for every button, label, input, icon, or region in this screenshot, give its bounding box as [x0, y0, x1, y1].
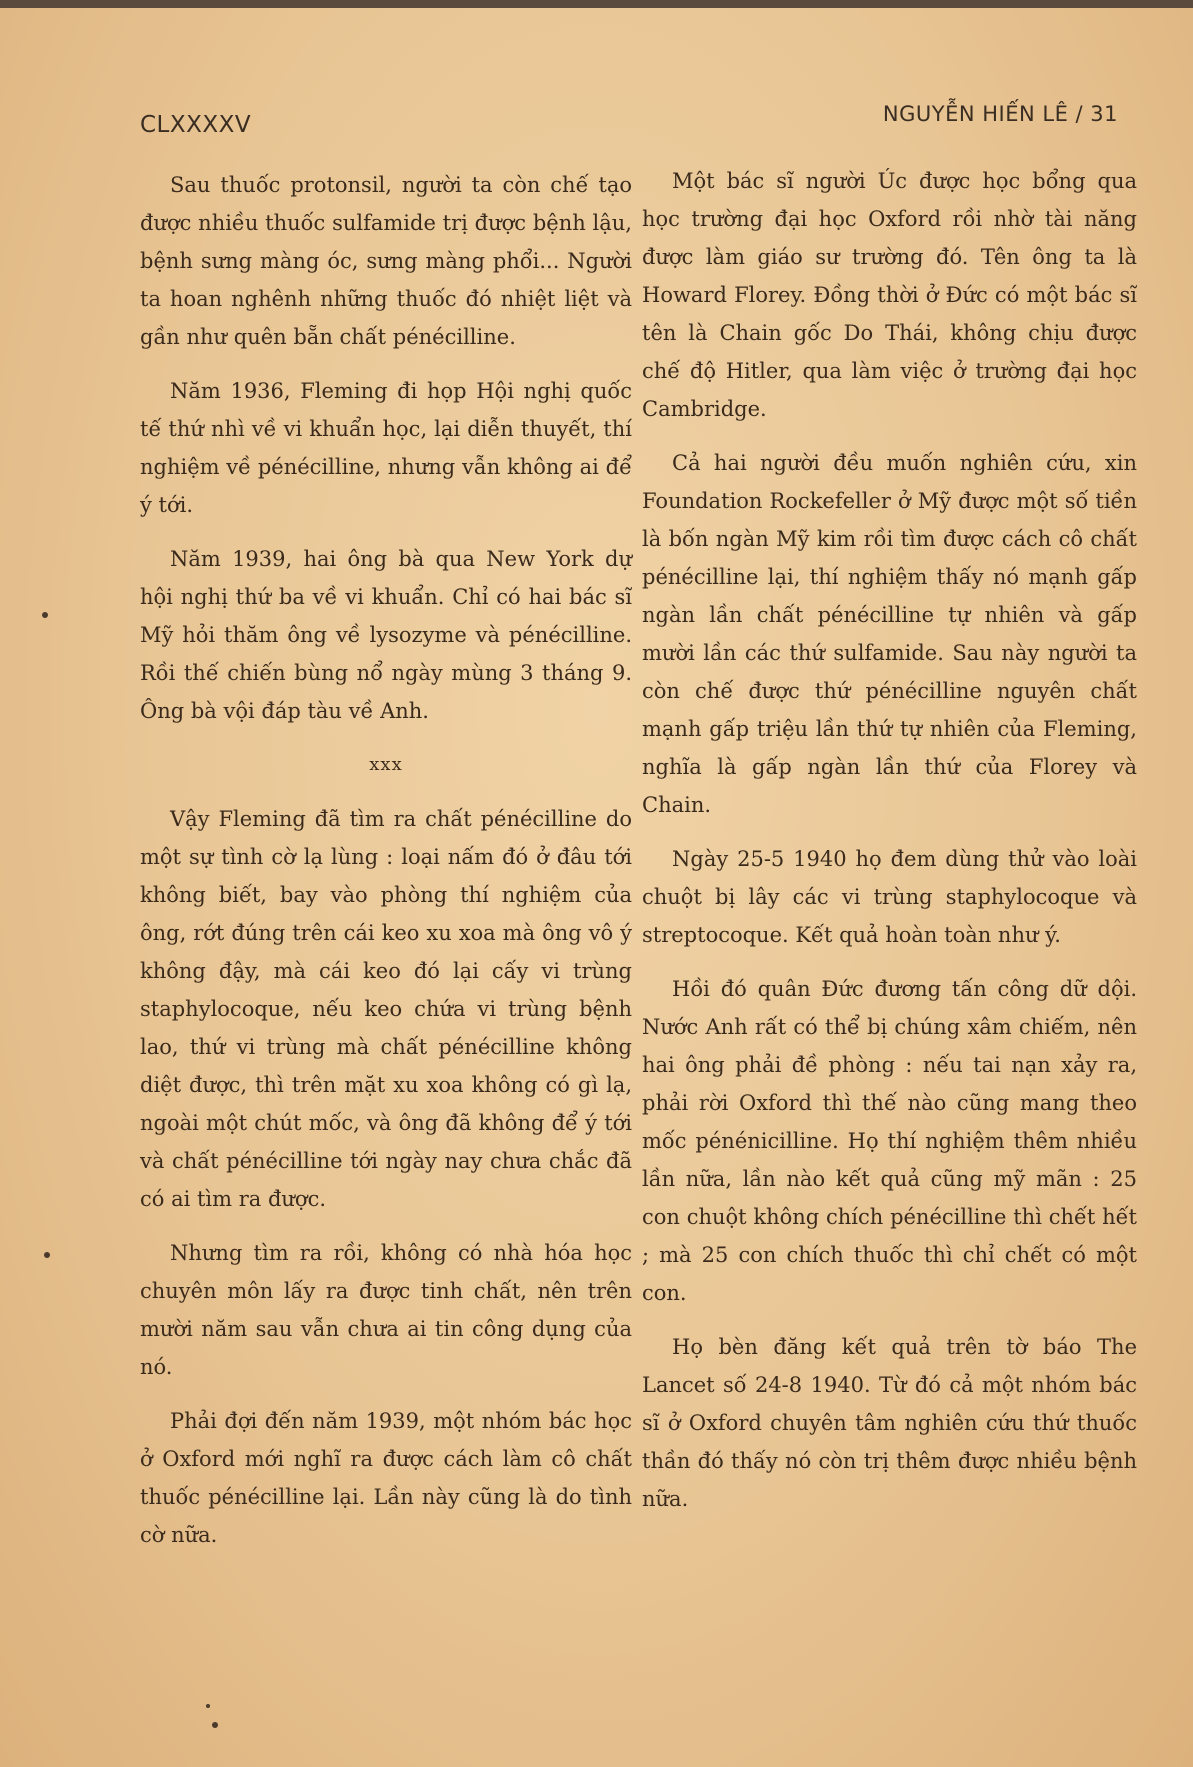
ink-speck — [44, 1252, 50, 1258]
ink-speck — [206, 1704, 210, 1708]
paragraph: Một bác sĩ người Úc được học bổng qua học trường đại học Oxford rồi nhờ tài năng được làm giáo sư trường đó. Tên ông ta là Howard Florey. Đồng thời ở Đức có một bác sĩ tên là Chain gốc Do Thái, không chịu được chế độ Hitler, qua làm việc ở trường đại học Cambridge. — [642, 169, 1137, 421]
paragraph: Cả hai người đều muốn nghiên cứu, xin Foundation Rockefeller ở Mỹ được một số tiền là bốn ngàn Mỹ kim rồi tìm được cách cô chất pénécilline lại, thí nghiệm thấy nó mạnh gấp ngàn lần chất pénécilline tự nhiên và gấp mười lần các thứ sulfamide. Sau này người ta còn chế được thứ pénécilline nguyên chất mạnh gấp triệu lần thứ tự nhiên của Fleming, nghĩa là gấp ngàn lần thứ của Florey và Chain. — [642, 451, 1137, 817]
right-column — [642, 162, 1137, 1534]
paragraph: Nhưng tìm ra rồi, không có nhà hóa học chuyên môn lấy ra được tinh chất, nên trên mười năm sau vẫn chưa ai tin công dụng của nó. — [140, 1241, 632, 1379]
page-header-author-page: NGUYỄN HIẾN LÊ / 31 — [882, 102, 1118, 126]
paragraph: Năm 1939, hai ông bà qua New York dự hội nghị thứ ba về vi khuẩn. Chỉ có hai bác sĩ Mỹ hỏi thăm ông về lysozyme và pénécilline. Rồi thế chiến bùng nổ ngày mùng 3 tháng 9. Ông bà vội đáp tàu về Anh. — [140, 547, 632, 723]
paragraph: Vậy Fleming đã tìm ra chất pénécilline do một sự tình cờ lạ lùng : loại nấm đó ở đâu tới không biết, bay vào phòng thí nghiệm của ông, rớt đúng trên cái keo xu xoa mà ông vô ý không đậy, mà cái keo đó lại cấy vi trùng staphylocoque, nếu keo chứa vi trùng bệnh lao, thứ vi trùng mà chất pénécilline không diệt được, thì trên mặt xu xoa không có gì lạ, ngoài một chút mốc, và ông đã không để ý tới và chất pénécilline tới ngày nay chưa chắc đã có ai tìm ra được. — [140, 807, 632, 1211]
paragraph: Sau thuốc protonsil, người ta còn chế tạo được nhiều thuốc sulfamide trị được bệnh lậu, bệnh sưng màng óc, sưng màng phổi... Người ta hoan nghênh những thuốc đó nhiệt liệt và gần như quên bẵn chất pénécilline. — [140, 173, 632, 349]
left-column — [140, 166, 632, 1570]
paragraph: Phải đợi đến năm 1939, một nhóm bác học ở Oxford mới nghĩ ra được cách làm cô chất thuốc pénécilline lại. Lần này cũng là do tình cờ nữa. — [140, 1409, 632, 1547]
top-border — [0, 0, 1193, 8]
paragraph: Họ bèn đăng kết quả trên tờ báo The Lancet số 24-8 1940. Từ đó cả một nhóm bác sĩ ở Oxford chuyên tâm nghiên cứu thứ thuốc thần đó thấy nó còn trị thêm được nhiều bệnh nữa. — [642, 1335, 1137, 1511]
paragraph: Hồi đó quân Đức đương tấn công dữ dội. Nước Anh rất có thể bị chúng xâm chiếm, nên hai ông phải đề phòng : nếu tai nạn xảy ra, phải rời Oxford thì thế nào cũng mang theo mốc pénénicilline. Họ thí nghiệm thêm nhiều lần nữa, lần nào kết quả cũng mỹ mãn : 25 con chuột không chích pénécilline thì chết hết ; mà 25 con chích thuốc thì chỉ chết có một con. — [642, 977, 1137, 1305]
ink-speck — [212, 1722, 218, 1728]
ink-speck — [42, 612, 48, 618]
page-header-roman-numeral: CLXXXXV — [140, 112, 252, 138]
paragraph: Năm 1936, Fleming đi họp Hội nghị quốc tế thứ nhì về vi khuẩn học, lại diễn thuyết, thí nghiệm về pénécilline, nhưng vẫn không ai để ý tới. — [140, 379, 632, 517]
paragraph: Ngày 25-5 1940 họ đem dùng thử vào loài chuột bị lây các vi trùng staphylocoque và streptocoque. Kết quả hoàn toàn như ý. — [642, 847, 1137, 947]
section-separator: xxx — [369, 754, 403, 775]
